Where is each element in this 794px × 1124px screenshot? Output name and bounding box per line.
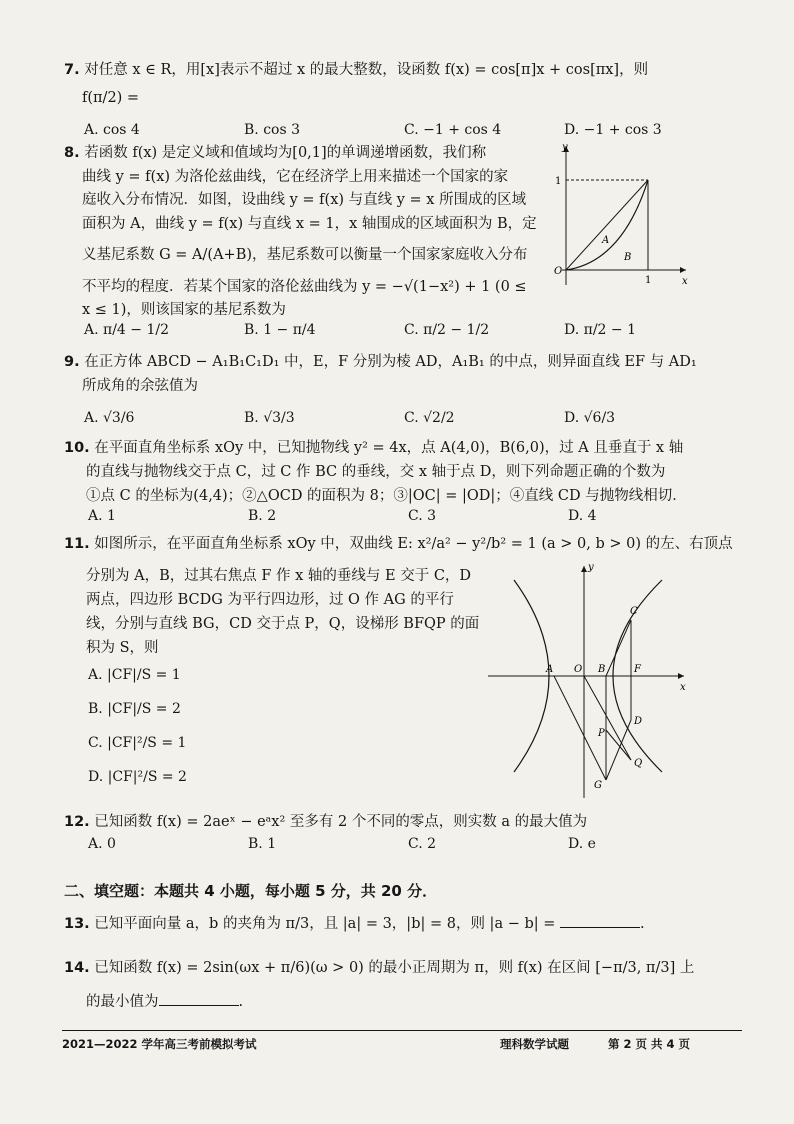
footer-exam-name: 2021—2022 学年高三考前模拟考试 [62,1037,257,1051]
option-d: D. π/2 − 1 [564,322,636,338]
question-8-options [84,322,744,338]
option-a: A. cos 4 [84,122,140,138]
option-a: A. π/4 − 1/2 [84,322,169,338]
option-b: B. √3/3 [244,410,295,426]
question-line: 在正方体 ABCD − A₁B₁C₁D₁ 中，E，F 分别为棱 AD，A₁B₁ 的中点，则异面直线 EF 与 AD₁ [84,354,697,370]
label-y: y [562,142,568,153]
question-number: 7. [64,62,80,78]
question-12-options [88,836,748,852]
question-8 [64,142,554,323]
question-line: 已知函数 f(x) = 2aeˣ − eᵃx² 至多有 2 个不同的零点，则实数 a 的最大值为 [94,814,588,830]
question-number: 9. [64,354,80,370]
option-a: A. √3/6 [84,410,135,426]
period: . [640,916,645,932]
section-title: 二、填空题：本题共 4 小题，每小题 5 分，共 20 分． [64,882,438,900]
lorenz-curve-figure [552,140,692,290]
option-c: C. π/2 − 1/2 [404,322,490,338]
question-11-body [86,564,506,660]
question-10-options [88,508,748,524]
question-number: 12. [64,814,90,830]
label-one-y: 1 [555,176,562,187]
question-10 [64,436,754,508]
question-line: 所成角的余弦值为 [82,378,198,394]
question-13 [64,912,754,936]
option-c: C. 3 [408,508,437,524]
question-line: 面积为 A，曲线 y = f(x) 与直线 x = 1，x 轴围成的区域面积为 B，定 [82,215,537,232]
question-line: 不平均的程度．若某个国家的洛伦兹曲线为 y = −√(1−x²) + 1 (0 ≤ [82,278,527,295]
label-o: O [574,664,583,675]
option-c: C. √2/2 [404,410,455,426]
question-line: ①点 C 的坐标为(4,4)；②△OCD 的面积为 8；③|OC| = |OD|；④直线 CD 与抛物线相切． [86,488,687,504]
question-line: 已知函数 f(x) = 2sin(ωx + π/6)(ω > 0) 的最小正周期为 π，则 f(x) 在区间 [−π/3, π/3] 上 [94,960,695,976]
footer-page-number: 第 2 页 共 4 页 [608,1037,691,1051]
question-line: 的最小值为 [86,994,159,1010]
x-axis-arrow [678,673,684,679]
line-bc [606,620,631,676]
label-b: B [598,664,606,675]
question-line: 在平面直角坐标系 xOy 中，已知抛物线 y² = 4x，点 A(4,0)，B(6,0)，过 A 且垂直于 x 轴 [94,440,684,456]
question-line: 曲线 y = f(x) 为洛伦兹曲线，它在经济学上用来描述一个国家的家 [82,168,509,185]
question-line: 积为 S，则 [86,640,159,656]
question-line: 线，分别与直线 BG，CD 交于点 P，Q，设梯形 BFQP 的面 [86,616,480,632]
label-origin: O [554,266,563,277]
x-axis-arrow [680,267,686,273]
label-c: C [630,606,638,617]
option-a: A. 0 [88,836,116,852]
question-11-options [88,658,187,794]
question-number: 14. [64,960,90,976]
label-region-a: A [602,235,610,246]
question-line: 已知平面向量 a，b 的夹角为 π/3，且 |a| = 3，|b| = 8，则 |a − b| = [94,916,556,932]
answer-blank[interactable] [159,991,239,1006]
question-line: 庭收入分布情况．如图，设曲线 y = f(x) 与直线 y = x 所围成的区域 [82,192,527,208]
hyperbola-figure [484,560,694,800]
label-f: F [634,664,641,675]
option-b: B. 1 [248,836,277,852]
label-a: A [546,664,554,675]
label-one-x: 1 [645,275,652,286]
option-b: B. cos 3 [244,122,300,138]
option-d: D. −1 + cos 3 [564,122,662,138]
question-14 [64,956,764,1014]
question-text-2: f(π/2) = [82,90,140,106]
label-x: x [680,682,686,693]
option-b: B. |CF|/S = 2 [88,701,181,717]
line-gd [606,720,631,780]
question-9 [64,350,744,398]
question-line: 若函数 f(x) 是定义域和值域均为[0,1]的单调递增函数，我们称 [84,145,487,161]
label-q: Q [634,758,643,769]
question-11 [64,532,754,556]
question-number: 13. [64,916,90,932]
option-d: D. e [568,836,596,852]
y-axis-arrow [581,566,587,572]
answer-blank[interactable] [560,913,640,928]
question-line: x ≤ 1)，则该国家的基尼系数为 [82,302,286,318]
footer-subject: 理科数学试题 [500,1037,569,1051]
line-pq [606,730,631,760]
question-7 [64,58,744,110]
question-number: 11. [64,536,90,552]
label-y: y [588,562,594,573]
option-a: A. 1 [88,508,116,524]
question-line: 的直线与抛物线交于点 C，过 C 作 BC 的垂线，交 x 轴于点 D，则下列命题正确的个数为 [86,464,666,480]
question-line: 义基尼系数 G = A/(A+B)，基尼系数可以衡量一个国家家庭收入分布 [82,247,528,263]
question-number: 10. [64,440,90,456]
option-b: B. 2 [248,508,277,524]
line-y-equals-x [566,180,648,270]
option-c: C. |CF|²/S = 1 [88,735,187,751]
question-line: 两点，四边形 BCDG 为平行四边形，过 O 作 AG 的平行 [86,592,454,608]
option-c: C. 2 [408,836,437,852]
option-d: D. |CF|²/S = 2 [88,769,187,785]
option-b: B. 1 − π/4 [244,322,316,338]
label-region-b: B [624,252,632,263]
label-p: P [598,728,605,739]
question-line: 如图所示，在平面直角坐标系 xOy 中，双曲线 E: x²/a² − y²/b² = 1 (a > 0, b > 0) 的左、右顶点 [94,536,733,552]
question-text: 对任意 x ∈ R，用[x]表示不超过 x 的最大整数，设函数 f(x) = cos[π]x + cos[πx]，则 [84,62,649,78]
option-d: D. √6/3 [564,410,616,426]
label-g: G [594,780,602,791]
question-line: 分别为 A，B，过其右焦点 F 作 x 轴的垂线与 E 交于 C，D [86,568,472,584]
option-a: A. |CF|/S = 1 [88,667,181,683]
option-d: D. 4 [568,508,597,524]
question-number: 8. [64,145,80,161]
label-d: D [634,716,643,727]
question-7-options [84,122,744,138]
period: . [238,994,244,1010]
label-x: x [682,276,688,287]
footer-divider [62,1030,742,1031]
line-oq [584,676,631,760]
option-c: C. −1 + cos 4 [404,122,502,138]
question-9-options [84,410,744,426]
question-12 [64,810,744,834]
